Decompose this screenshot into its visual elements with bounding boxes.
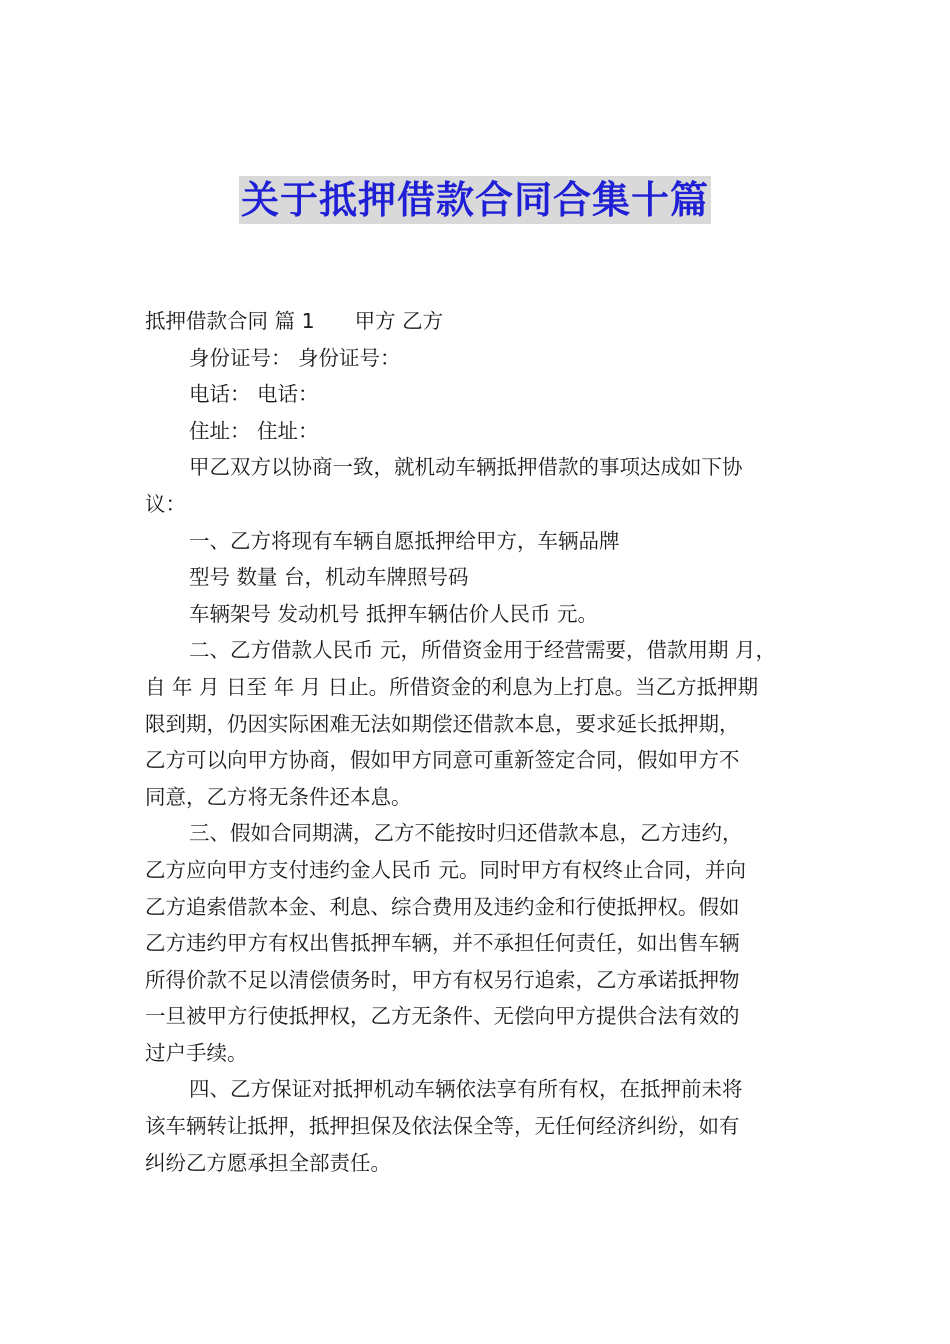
- paragraph-line: 该车辆转让抵押，抵押担保及依法保全等，无任何经济纠纷，如有: [145, 1114, 740, 1139]
- paragraph-line: 乙方应向甲方支付违约金人民币 元。同时甲方有权终止合同，并向: [145, 857, 747, 882]
- paragraph-line: 甲乙双方以协商一致，就机动车辆抵押借款的事项达成如下协: [189, 455, 743, 480]
- paragraph-line: 车辆架号 发动机号 抵押车辆估价人民币 元。: [189, 601, 599, 626]
- paragraph-line: 议：: [145, 491, 186, 516]
- title-container: [0, 176, 950, 224]
- paragraph-line: 四、乙方保证对抵押机动车辆依法享有所有权，在抵押前未将: [189, 1077, 743, 1102]
- paragraph-line: 乙方可以向甲方协商，假如甲方同意可重新签定合同，假如甲方不: [145, 748, 740, 773]
- paragraph-line: 乙方违约甲方有权出售抵押车辆，并不承担任何责任，如出售车辆: [145, 931, 740, 956]
- paragraph-line: 过户手续。: [145, 1040, 248, 1065]
- document-title: 关于抵押借款合同合集十篇: [240, 178, 709, 222]
- paragraph-line: 同意，乙方将无条件还本息。: [145, 784, 412, 809]
- paragraph-line: 一旦被甲方行使抵押权，乙方无条件、无偿向甲方提供合法有效的: [145, 1004, 740, 1029]
- paragraph-line: 乙方追索借款本金、利息、综合费用及违约金和行使抵押权。假如: [145, 894, 740, 919]
- paragraph-line: 所得价款不足以清偿债务时，甲方有权另行追索，乙方承诺抵押物: [145, 967, 740, 992]
- paragraph-line: 型号 数量 台，机动车牌照号码: [189, 565, 469, 590]
- heading-label: 抵押借款合同 篇: [145, 309, 296, 333]
- paragraph-line: 住址： 住址：: [189, 418, 319, 443]
- document-body: [145, 303, 811, 1181]
- paragraph-line: 纠纷乙方愿承担全部责任。: [145, 1150, 391, 1175]
- paragraph-line: 二、乙方借款人民币 元，所借资金用于经营需要，借款用期 月，: [189, 638, 777, 663]
- paragraph-line: 身份证号： 身份证号：: [189, 345, 401, 370]
- paragraph-line: 限到期，仍因实际困难无法如期偿还借款本息，要求延长抵押期，: [145, 711, 740, 736]
- paragraph-line: 自 年 月 日至 年 月 日止。所借资金的利息为上打息。当乙方抵押期: [145, 674, 759, 699]
- paragraph-line: 三、假如合同期满，乙方不能按时归还借款本息，乙方违约，: [189, 821, 743, 846]
- paragraph-line: 电话： 电话：: [189, 382, 319, 407]
- heading-parties: 甲方 乙方: [354, 309, 444, 333]
- paragraph-line: 一、乙方将现有车辆自愿抵押给甲方，车辆品牌: [189, 528, 620, 553]
- heading-number: 1: [301, 309, 315, 333]
- section-heading: [145, 303, 811, 340]
